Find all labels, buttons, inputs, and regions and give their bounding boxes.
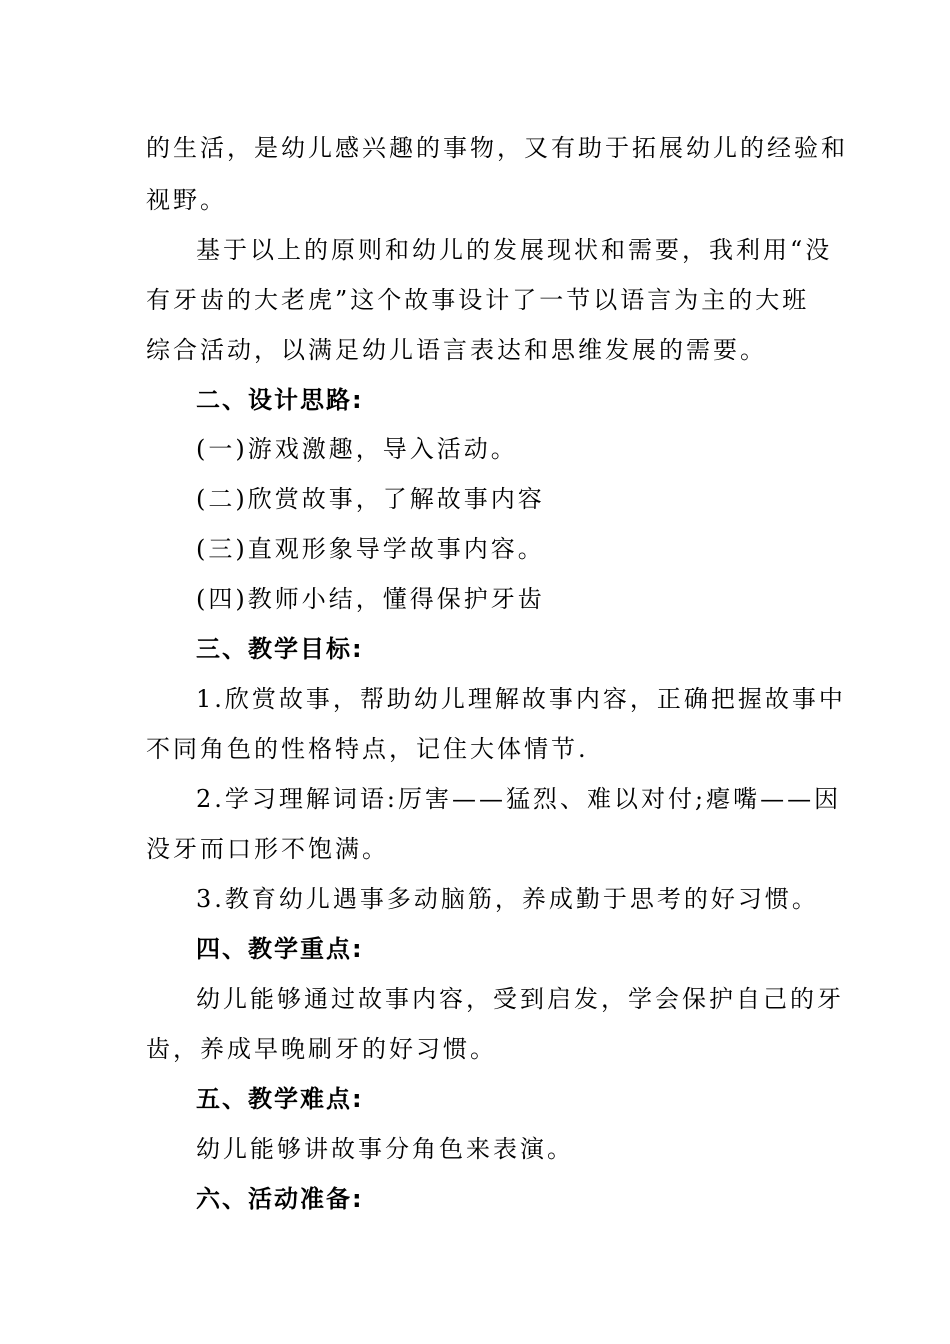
section-5-heading: 五、教学难点: bbox=[196, 1085, 364, 1113]
goal-1-line-2: 不同角色的性格特点，记住大体情节. bbox=[146, 735, 589, 763]
goal-2-line-1: 2.学习理解词语:厉害——猛烈、难以对付;瘪嘴——因 bbox=[196, 785, 842, 813]
difficulty-line-1: 幼儿能够讲故事分角色来表演。 bbox=[196, 1135, 574, 1163]
goal-2-line-2: 没牙而口形不饱满。 bbox=[146, 835, 389, 863]
paragraph-2-line-2: 有牙齿的大老虎”这个故事设计了一节以语言为主的大班 bbox=[146, 286, 810, 314]
key-point-line-1: 幼儿能够通过故事内容，受到启发，学会保护自己的牙 bbox=[196, 985, 844, 1013]
paragraph-1-line-1: 的生活，是幼儿感兴趣的事物，又有助于拓展幼儿的经验和 bbox=[146, 134, 848, 162]
goal-1-line-1: 1.欣赏故事，帮助幼儿理解故事内容，正确把握故事中 bbox=[196, 685, 846, 713]
paragraph-2-line-3: 综合活动，以满足幼儿语言表达和思维发展的需要。 bbox=[146, 336, 767, 364]
design-item-4: (四)教师小结，懂得保护牙齿 bbox=[196, 585, 545, 613]
section-3-heading: 三、教学目标: bbox=[196, 635, 364, 663]
goal-3: 3.教育幼儿遇事多动脑筋，养成勤于思考的好习惯。 bbox=[196, 885, 819, 913]
design-item-3: (三)直观形象导学故事内容。 bbox=[196, 535, 545, 563]
key-point-line-2: 齿，养成早晚刷牙的好习惯。 bbox=[146, 1035, 497, 1063]
section-4-heading: 四、教学重点: bbox=[196, 935, 364, 963]
paragraph-1-line-2: 视野。 bbox=[146, 186, 227, 214]
section-6-heading: 六、活动准备: bbox=[196, 1185, 364, 1213]
design-item-1: (一)游戏激趣，导入活动。 bbox=[196, 435, 518, 463]
paragraph-2-line-1: 基于以上的原则和幼儿的发展现状和需要，我利用“没 bbox=[196, 236, 833, 264]
design-item-2: (二)欣赏故事，了解故事内容 bbox=[196, 485, 545, 513]
section-2-heading: 二、设计思路: bbox=[196, 386, 364, 414]
